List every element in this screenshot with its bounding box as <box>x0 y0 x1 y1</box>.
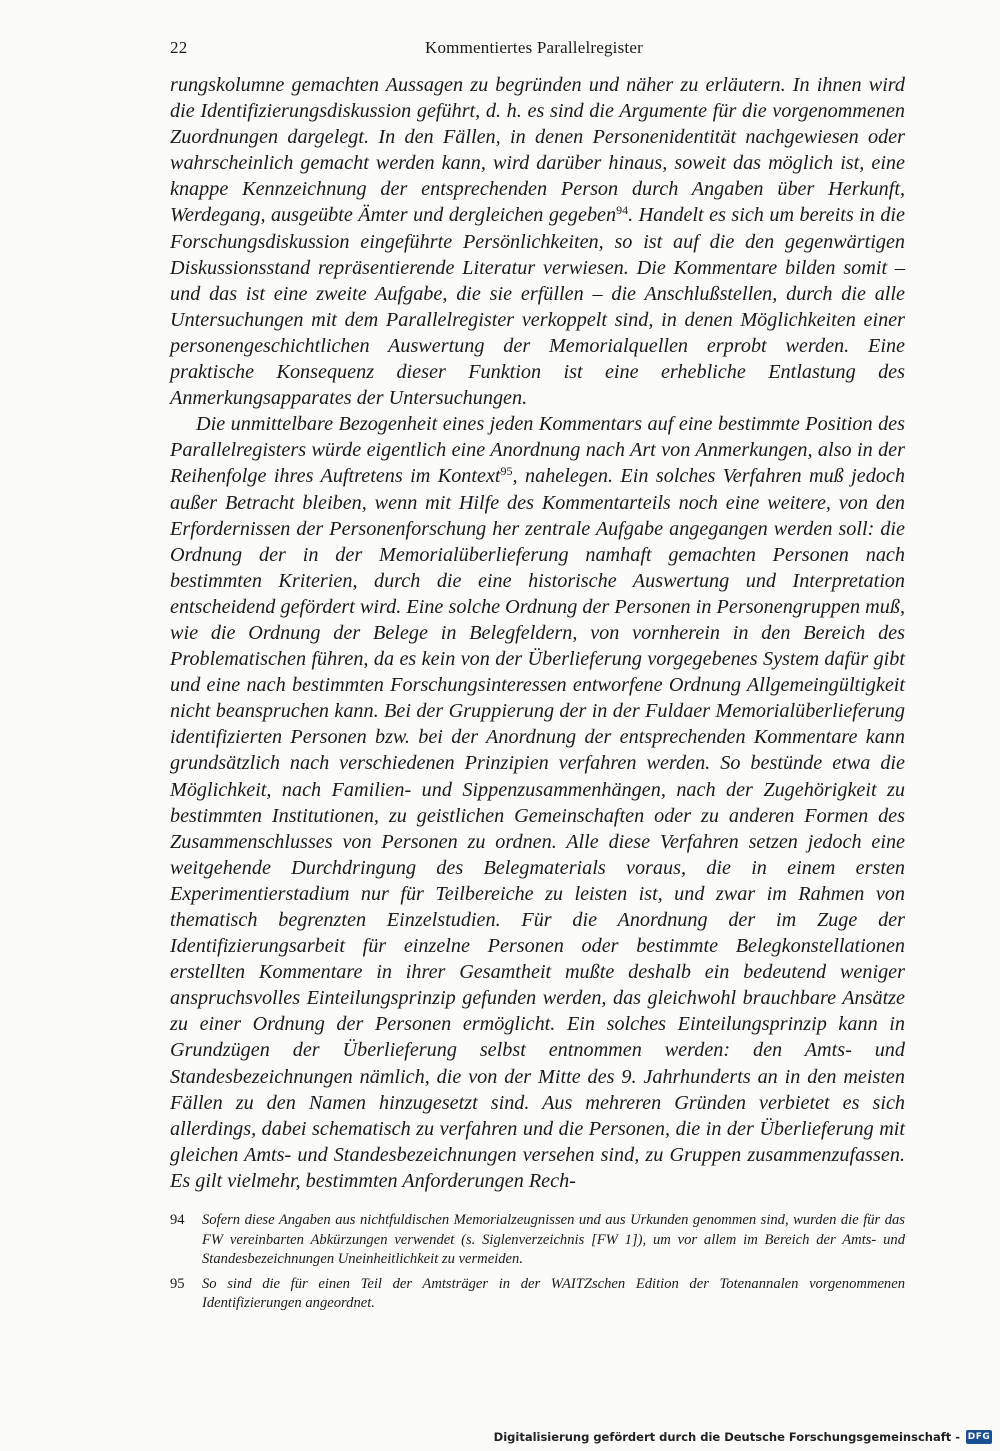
footnote-ref-94: 94 <box>616 203 629 218</box>
paragraph-2-text-b: , nahelegen. Ein solches Verfahren muß jedoch außer Betracht bleiben, wenn mit Hilfe des Kommentarteils noch eine weitere, von den Erfordernissen der Personenforschung her zentrale Aufgabe angegangen werden soll: die Ordnung der in der Memorialüberlieferung namhaft gemachten Personen nach bestimmten Kriterien, durch die eine historische Auswertung und Interpretation entscheidend gefördert wird. Eine solche Ordnung der Personen in Personengruppen muß, wie die Ordnung der Belege in Belegfeldern, von vornherein in den Bereich des Problematischen führen, da es kein von der Überlieferung vorgegebenes System dafür gibt und eine nach bestimmten Forschungsinteressen entworfene Ordnung Allgemeingültigkeit nicht beanspruchen kann. Bei der Gruppierung der in der Fuldaer Memorialüberlieferung identifizierten Personen bzw. bei der Anordnung der entsprechenden Kommentare kann grundsätzlich nach verschiedenen Prinzipien verfahren werden. So bestünde etwa die Möglichkeit, nach Familien- und Sippenzusammenhängen, nach der Zugehörigkeit zu bestimmten Institutionen, zu geistlichen Gemeinschaften oder zu anderen Formen des Zusammenschlusses von Personen zu ordnen. Alle diese Verfahren setzen jedoch eine weitgehende Durchdringung des Belegmaterials voraus, die in einem ersten Experimentierstadium nur für Teilbereiche zu leisten ist, und zwar im Rahmen von thematisch begrenzten Einzelstudien. Für die Anordnung der im Zuge der Identifizierungsarbeit für einzelne Personen oder bestimmte Belegkonstellationen erstellten Kommentare in ihrer Gesamtheit mußte deshalb ein bedeutend weniger anspruchsvolles Einteilungsprinzip gefunden werden, das gleichwohl brauchbare Ansätze zu einer Ordnung der Personen ermöglicht. Ein solches Einteilungsprinzip kann in Grundzügen der Überlieferung selbst entnommen werden: den Amts- und Standesbezeichnungen nämlich, die von der Mitte des 9. Jahrhunderts an in den meisten Fällen zu den Namen hinzugesetzt sind. Aus mehreren Gründen verbietet es sich allerdings, dabei schematisch zu verfahren und die Personen, die in der Überlieferung mit gleichen Amts- und Standesbezeichnungen versehen sind, zu Gruppen zusammenzufassen. Es gilt vielmehr, bestimmten Anforderungen Rech- <box>170 465 905 1192</box>
footnotes <box>170 1211 905 1319</box>
paragraph-1-text-b: . Handelt es sich um bereits in die Forschungsdiskussion eingeführte Persönlichkeiten, so ist auf die den gegenwärtigen Diskussionsstand repräsentierende Literatur verwiesen. Die Kommentare bilden somit – und das ist eine zweite Aufgabe, die sie erfüllen – die Anschlußstellen, durch die alle Untersuchungen mit dem Parallelregister verkoppelt sind, in denen Möglichkeiten einer personengeschichtlichen Auswertung der Memorialquellen erprobt werden. Eine praktische Konsequenz dieser Funktion ist eine erhebliche Entlastung des Anmerkungsapparates der Untersuchungen. <box>170 204 905 410</box>
footnote-ref-95: 95 <box>500 464 513 479</box>
footnote-text: Sofern diese Angaben aus nichtfuldischen Memorialzeugnissen und aus Urkunden genommen sind, wurden die für das FW vereinbarten Abkürzungen verwendet (s. Siglenverzeichnis [FW 1]), um vor allem im Bereich der Amts- und Standesbezeichnungen Uneinheitlichkeit zu vermeiden. <box>202 1212 905 1268</box>
footnote-94 <box>170 1211 905 1270</box>
paragraph-1-text-a: rungskolumne gemachten Aussagen zu begründen und näher zu erläutern. In ihnen wird die Identifizierungsdiskussion geführt, d. h. es sind die Argumente für die vorgenommenen Zuordnungen dargelegt. In den Fällen, in denen Personenidentität nachgewiesen oder wahrscheinlich gemacht werden kann, wird darüber hinaus, soweit das möglich ist, eine knappe Kennzeichnung der entsprechenden Person durch Angaben über Herkunft, Werdegang, ausgeübte Ämter und dergleichen gegeben <box>170 74 905 227</box>
footnote-text: So sind die für einen Teil der Amtsträger in der WAITZschen Edition der Totenannalen vorgenommenen Identifizierungen angeordnet. <box>202 1275 905 1312</box>
running-title: Kommentiertes Parallelregister <box>425 38 643 57</box>
footnote-number: 95 <box>170 1275 185 1292</box>
dfg-logo: DFG <box>967 1432 991 1442</box>
digitization-footer <box>494 1427 992 1447</box>
page-header <box>170 38 905 64</box>
footnote-95 <box>170 1275 905 1314</box>
funding-note: Digitalisierung gefördert durch die Deutsche Forschungsgemeinschaft - <box>493 1430 960 1444</box>
paragraph-2 <box>170 411 905 1194</box>
footnote-number: 94 <box>170 1212 185 1228</box>
paragraph-2-text-a: Die unmittelbare Bezogenheit eines jeden Kommentars auf eine bestimmte Position des Parallelregisters würde eigentlich eine Anordnung nach Art von Anmerkungen, also in der Reihenfolge ihres Auftretens im Kontext <box>170 413 905 488</box>
page-number: 22 <box>170 38 188 57</box>
paragraph-1 <box>170 72 905 411</box>
body-text <box>170 72 905 1194</box>
